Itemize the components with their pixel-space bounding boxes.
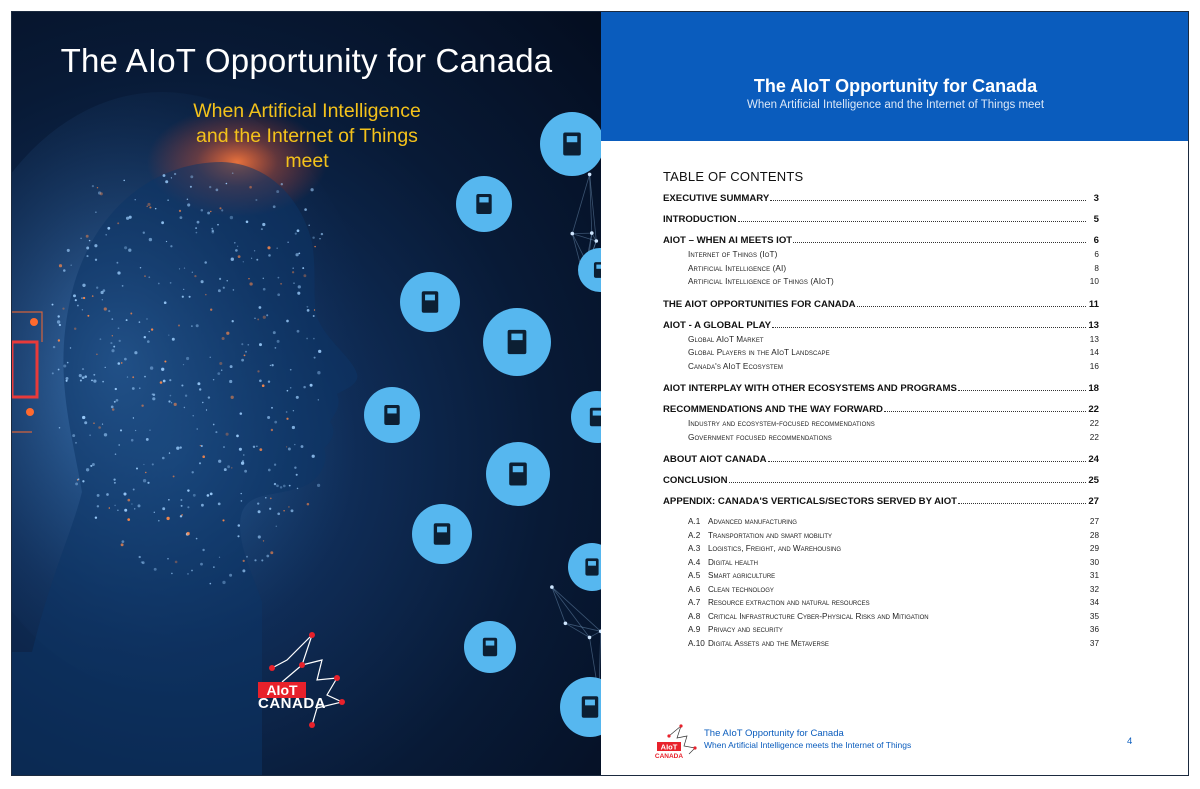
toc-appendix-page: 37 [1089,638,1099,648]
toc-subsection-title: Industry and ecosystem-focused recommendations [688,419,875,428]
toc-appendix-page: 30 [1089,557,1099,567]
toc-section-title: AIOT – WHEN AI MEETS IOT [663,235,793,246]
toc-appendix-number: A.8 [688,611,701,621]
toc-appendix-title: Digital health [708,557,758,567]
smart-speaker-icon [400,272,460,332]
document-spread [11,11,1189,776]
toc-subsection-title: Global Players in the AIoT Landscape [688,348,830,357]
cover-page [12,12,601,776]
trash-bin-icon [578,248,601,292]
car-icon [560,677,601,737]
footer-subtitle: When Artificial Intelligence meets the Internet of Things [704,740,912,750]
toc-leader-dots [958,503,1086,504]
toc-appendix-entry[interactable] [663,544,1099,558]
cover-subtitle-line: and the Internet of Things [196,125,418,147]
toc-subsection-entry[interactable] [663,250,1099,264]
toc-subsection-entry[interactable] [663,335,1099,349]
toc-appendix-title: Smart agriculture [708,571,776,580]
toc-section-page: 27 [1088,496,1099,507]
toc-subsection-title: Government focused recommendations [688,432,832,442]
toc-subsection-title: Internet of Things (IoT) [688,250,778,259]
toc-appendix-number: A.10 [688,638,705,648]
toc-appendix-title: Transportation and smart mobility [708,530,833,540]
toc-appendix-entry[interactable] [663,639,1099,653]
toc-subsection-page: 6 [1094,250,1099,259]
toc-section-page: 5 [1093,214,1099,225]
cover-subtitle [177,99,437,174]
toc-subsection-entry[interactable] [663,264,1099,278]
toc-leader-dots [772,327,1086,328]
toc-leader-dots [738,221,1086,222]
remote-control-icon [540,112,601,176]
toc-appendix-entry[interactable] [663,625,1099,639]
toc-leader-dots [729,482,1087,483]
toc-appendix-title: Critical Infrastructure Cyber-Physical Risks and Mitigation [708,611,929,621]
toc-section-title: THE AIOT OPPORTUNITIES FOR CANADA [663,298,856,310]
toc-appendix-page: 29 [1089,544,1099,553]
toc-appendix-title: Clean technology [708,584,774,594]
toc-section-page: 3 [1093,193,1099,204]
toc-section-page: 22 [1088,404,1099,415]
toc-appendix-title: Digital Assets and the Metaverse [708,638,829,648]
toc-section-entry[interactable] [663,214,1099,226]
page-header-subtitle: When Artificial Intelligence and the Internet of Things meet [746,99,1045,111]
footer-logo [651,724,699,760]
parliament-building-icon [483,308,551,376]
toc-section-page: 25 [1088,475,1099,486]
toc-appendix-number: A.9 [688,625,701,634]
toc-section-title: AIOT - A GLOBAL PLAY [663,319,772,331]
toc-section-title: APPENDIX: CANADA'S VERTICALS/SECTORS SERVED BY AIOT [663,496,958,507]
toc-section-page: 18 [1088,383,1099,394]
toc-subsection-page: 14 [1089,348,1099,357]
building-icon [464,621,516,673]
toc-appendix-page: 32 [1089,584,1099,594]
toc-entries [663,193,1099,652]
toc-section-title: AIOT INTERPLAY WITH OTHER ECOSYSTEMS AND PROGRAMS [663,383,957,394]
toc-appendix-entry[interactable] [663,585,1099,599]
toc-appendix-entry[interactable] [663,531,1099,545]
toc-appendix-page: 27 [1089,517,1099,526]
toc-appendix-entry[interactable] [663,612,1099,626]
toc-appendix-page: 31 [1089,571,1099,580]
toc-appendix-page: 36 [1089,625,1099,634]
toc-appendix-page: 35 [1089,611,1099,621]
toc-section-title: ABOUT AIOT CANADA [663,454,767,465]
toc-subsection-page: 22 [1089,432,1099,442]
toc-subsection-entry[interactable] [663,277,1099,291]
toc-leader-dots [857,306,1086,307]
toc-section-title: EXECUTIVE SUMMARY [663,193,770,204]
cover-subtitle-line: When Artificial Intelligence [193,100,421,122]
toc-section-title: INTRODUCTION [663,214,737,225]
toc-leader-dots [770,200,1086,201]
toc-appendix-number: A.1 [688,517,701,526]
toc-section-entry[interactable] [663,454,1099,466]
toc-appendix-entry[interactable] [663,517,1099,531]
cover-subtitle-line: meet [285,150,329,172]
toc-section-entry[interactable] [663,320,1099,332]
toc-section-entry[interactable] [663,193,1099,205]
toc-section-title: RECOMMENDATIONS AND THE WAY FORWARD [663,404,883,415]
table-of-contents [663,169,1099,652]
toc-appendix-number: A.5 [688,571,701,580]
traffic-light-icon [571,391,601,443]
toc-appendix-number: A.4 [688,557,701,567]
toc-section-entry[interactable] [663,383,1099,395]
toc-section-entry[interactable] [663,475,1099,487]
toc-section-entry[interactable] [663,404,1099,416]
toc-appendix-page: 34 [1089,598,1099,607]
cover-title: The AIoT Opportunity for Canada [60,42,553,79]
toc-subsection-title: Artificial Intelligence of Things (AIoT) [688,277,834,286]
webcam-icon [486,442,550,506]
smartphone-icon [456,176,512,232]
toc-appendix-title: Logistics, Freight, and Warehousing [708,544,841,553]
toc-appendix-title: Resource extraction and natural resources [708,598,870,607]
cover-logo-canada: CANADA [258,695,326,712]
toc-page [601,12,1189,776]
toc-subsection-title: Artificial Intelligence (AI) [688,263,787,273]
toc-appendix-title: Advanced manufacturing [708,517,797,526]
toc-subsection-entry[interactable] [663,348,1099,362]
page-header-title: The AIoT Opportunity for Canada [753,76,1038,96]
toc-appendix-entry[interactable] [663,571,1099,585]
toc-section-entry[interactable] [663,299,1099,311]
toc-appendix-entry[interactable] [663,558,1099,572]
clock-tower-icon [364,387,420,443]
toc-section-entry[interactable] [663,235,1099,247]
toc-appendix-title: Privacy and security [708,625,783,634]
toc-subsection-page: 10 [1089,277,1099,286]
toc-section-entry[interactable] [663,496,1099,508]
toc-appendix-entry[interactable] [663,598,1099,612]
toc-leader-dots [793,242,1086,243]
toc-section-page: 13 [1088,319,1099,331]
toc-subsection-entry[interactable] [663,433,1099,447]
toc-subsection-title: Canada's AIoT Ecosystem [688,361,783,371]
toc-leader-dots [768,461,1086,462]
toc-appendix-number: A.7 [688,598,701,607]
truck-icon [568,543,601,591]
toc-section-page: 11 [1088,298,1099,310]
toc-subsection-page: 22 [1089,419,1099,428]
toc-section-title: CONCLUSION [663,475,728,486]
toc-subsection-title: Global AIoT Market [688,334,764,344]
footer-logo-aiot: AIoT [660,742,678,752]
footer-logo-canada: CANADA [654,753,684,760]
toc-subsection-page: 13 [1089,334,1099,344]
toc-leader-dots [958,390,1086,391]
toc-subsection-entry[interactable] [663,419,1099,433]
aiot-canada-logo [242,630,352,730]
toc-subsection-page: 16 [1089,361,1099,371]
toc-appendix-number: A.3 [688,544,701,553]
toc-appendix-number: A.2 [688,530,701,540]
toc-section-page: 24 [1088,454,1099,465]
toc-section-page: 6 [1093,235,1099,246]
footer-title: The AIoT Opportunity for Canada [704,728,844,739]
toc-appendix-number: A.6 [688,584,701,594]
page-number: 4 [1127,736,1133,747]
toc-leader-dots [884,411,1086,412]
airplane-icon [412,504,472,564]
toc-subsection-page: 8 [1094,263,1099,273]
page-header [601,12,1189,141]
toc-subsection-entry[interactable] [663,362,1099,376]
toc-heading: TABLE OF CONTENTS [663,169,804,184]
toc-appendix-page: 28 [1089,530,1099,540]
logo-aiot-text: AIoT [266,682,298,698]
